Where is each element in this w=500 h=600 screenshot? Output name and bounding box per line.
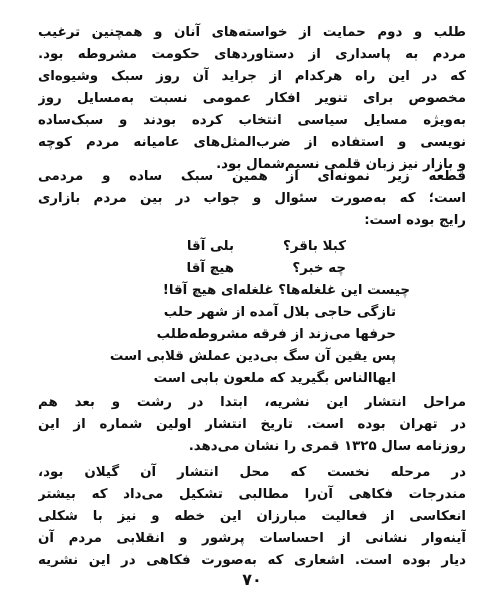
paragraph4-line: در مرحله نخست که محل انتشار آن گیلان بود، [38, 465, 466, 480]
poem-line: تازگی حاجی بلال آمده از شهر حلب [163, 305, 396, 320]
poem-line: چیست این غلغله‌ها؟ غلغله‌ای هیچ آقا! [162, 283, 410, 298]
dialogue-question: کبلا باقر؟ [282, 239, 346, 254]
dialogue-question: چه خبر؟ [292, 261, 346, 276]
paragraph2-line: رایج بوده است: [364, 213, 466, 228]
paragraph4-line: انعکاسی از فعالیت مبارزان این خطه و نیز با شکلی [38, 509, 466, 524]
paragraph1-line: و بازار نیز زبان قلمی نسیم‌شمال بود. [216, 157, 466, 172]
paragraph2-line: است؛ که به‌صورت سئوال و جواب در بین مردم بازاری [38, 191, 466, 206]
poem-line: پس یقین آن سگ بی‌دین عملش قلابی است [109, 349, 396, 364]
paragraph1-line: به‌ویژه مسایل سیاسی انتخاب کرده بودند و سبک‌ساده‌ [38, 113, 466, 128]
poem-line: ایهاالناس بگیرید که ملعون بابی است [153, 371, 396, 386]
paragraph2-line: قطعه زیر نمونه‌ای از همین سبک ساده و مردمی [38, 169, 466, 184]
paragraph1-line: طلب و دوم حمایت از خواسته‌های آنان و همچنین ترغیب [38, 25, 466, 40]
paragraph4-line: مندرجات فکاهی آن‌را مطالبی تشکیل می‌داد که بیشتر [38, 487, 466, 502]
paragraph1-line: مردم به پاسداری از دستاوردهای حکومت مشروطه بود. [38, 47, 466, 62]
dialogue-answer: بلی آقا [186, 239, 234, 254]
paragraph3-line: در تهران بوده است. تاریخ انتشار اولین شماره از این [38, 417, 466, 432]
paragraph4-line: آینه‌وار نشانی از احساسات پرشور و انقلابی مردم آن [38, 531, 466, 546]
paragraph1-line: مخصوص برای تنویر افکار عمومی نسبت به‌مسایل روز [38, 91, 466, 106]
dialogue-answer: هیچ آقا [186, 261, 234, 276]
paragraph3-line: مراحل انتشار این نشریه، ابتدا در رشت و بعد هم [38, 395, 466, 410]
poem-line: حرفها می‌زند از فرقه مشروطه‌طلب [156, 327, 396, 342]
paragraph1-line: که در این راه هرکدام از جراید آن روز سبک وشیوه‌ای [38, 69, 466, 84]
paragraph1-line: نویسی و استفاده از ضرب‌المثل‌های عامیانه مردم کوچه [38, 135, 466, 150]
paragraph3-line: روزنامه سال ۱۳۲۵ قمری را نشان می‌دهد. [188, 439, 466, 454]
page-number: ۷۰ [242, 570, 262, 589]
book-page [38, 0, 466, 600]
paragraph4-line: دیار بوده است. اشعاری که به‌صورت فکاهی در این نشریه [38, 553, 466, 568]
